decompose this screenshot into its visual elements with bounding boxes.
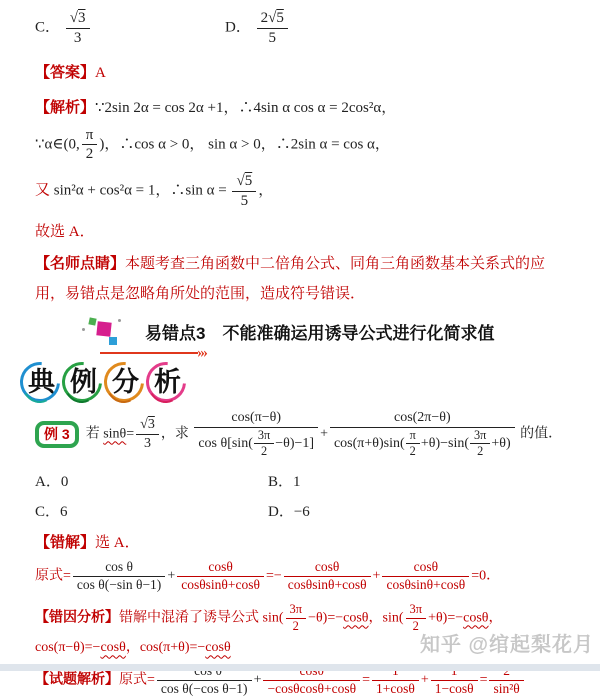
zhihu-watermark: 知乎 @绾起梨花月: [419, 634, 594, 656]
teacher-note-label: 【名师点睛】: [35, 255, 126, 272]
logo-char-fen: 分: [107, 360, 144, 402]
arrow-line: [100, 352, 198, 354]
option-c: C．6: [35, 504, 68, 521]
analysis-line: 【解析】∵2sin 2α = cos 2α +1，∴4sin α cos α = 2cos²α，: [35, 99, 397, 116]
green-square-icon: [88, 317, 96, 325]
arrow-decoration-icon: [100, 344, 230, 361]
option-d-top: D． $\frac{2√5}{5}$: [225, 8, 290, 49]
example-3-badge: 例 3: [35, 421, 79, 448]
options-row-top: [35, 4, 575, 49]
bottom-bar: [0, 664, 600, 671]
magenta-square-icon: [96, 321, 111, 336]
example-3-formula: 若 sinθ= $\frac{√3}{3}$ ，求 cos(π−θ) cos θ[sin( $\frac{3\pi}{2}$ −θ)−1] + cos(2π−θ) cos(π+θ)sin( $\frac{\pi}{2}$ +θ)−sin( $\frac{3\pi}{2}$ +θ) 的值．: [85, 410, 563, 458]
option-c-top: C． $\frac{√3}{3}$: [35, 8, 225, 49]
option-a: A．0: [35, 474, 69, 491]
dot-icon: [82, 328, 85, 331]
wrong-solution-equation: 原式= $\frac{\text{cos θ}}{\text{cos θ(−sin θ−1)}}$ + $\frac{\cos\theta}{\cos\theta\sin\theta+\cos\theta}$ =− $\frac{\cos\theta}{\cos\theta\sin\theta+\cos\theta}$ + $\frac{\cos\theta}{\cos\theta\sin\theta+\cos\theta}$ =0．: [35, 559, 501, 593]
logo-char-xi: 析: [149, 360, 186, 402]
solution-step-2: 又 sin²α + cos²α = 1，∴sin α = $\frac{√5}{5}$ ，: [35, 173, 274, 209]
example-3-problem: [35, 408, 575, 460]
wrong-solution-label-line: 【错解】选 A．: [35, 535, 140, 552]
conclusion-line: 故选 A．: [35, 223, 95, 240]
option-b: B．1: [268, 474, 301, 491]
option-d: D．−6: [268, 504, 310, 521]
options-row-cd: [35, 500, 575, 521]
logo-char-li: 例: [65, 360, 102, 402]
answer-line: 【答案】A: [35, 64, 106, 81]
logo-char-dian: 典: [23, 360, 60, 402]
correct-solution-equation: 【试题解析】原式= cos θ(−cos θ−1) + −cosθcosθ+cosθ = 1+cosθ + 1−cosθ = sin²θ: [35, 662, 575, 699]
dot-icon: [118, 319, 121, 322]
error-point-title: 易错点3 不能准确运用诱导公式进行化简求值: [145, 324, 495, 343]
arrow-heads-icon: ›››: [197, 344, 206, 361]
teacher-note-body: 本题考查三角函数中二倍角公式、同角三角函数基本关系式的应用，易错点是忽略角所处的范围，造成符号错误．: [35, 255, 546, 303]
solution-step-1: ∵α∈(0, $\frac{\pi}{2}$ )，∴cos α > 0， sin α > 0，∴2sin α = cos α，: [35, 126, 390, 163]
options-row-ab: [35, 470, 575, 491]
classic-example-analysis-logo: [23, 360, 575, 402]
error-point-heading-row: [35, 314, 575, 361]
teacher-note-paragraph: [35, 249, 575, 311]
error-cause-analysis-paragraph: 【错因分析】错解中混淆了诱导公式 sin( $\frac{3\pi}{2}$ −θ)=−cosθ，sin( $\frac{3\pi}{2}$ +θ)=−cosθ，cos(π−θ)=−cosθ，cos(π+θ)=−cosθ: [35, 602, 503, 656]
